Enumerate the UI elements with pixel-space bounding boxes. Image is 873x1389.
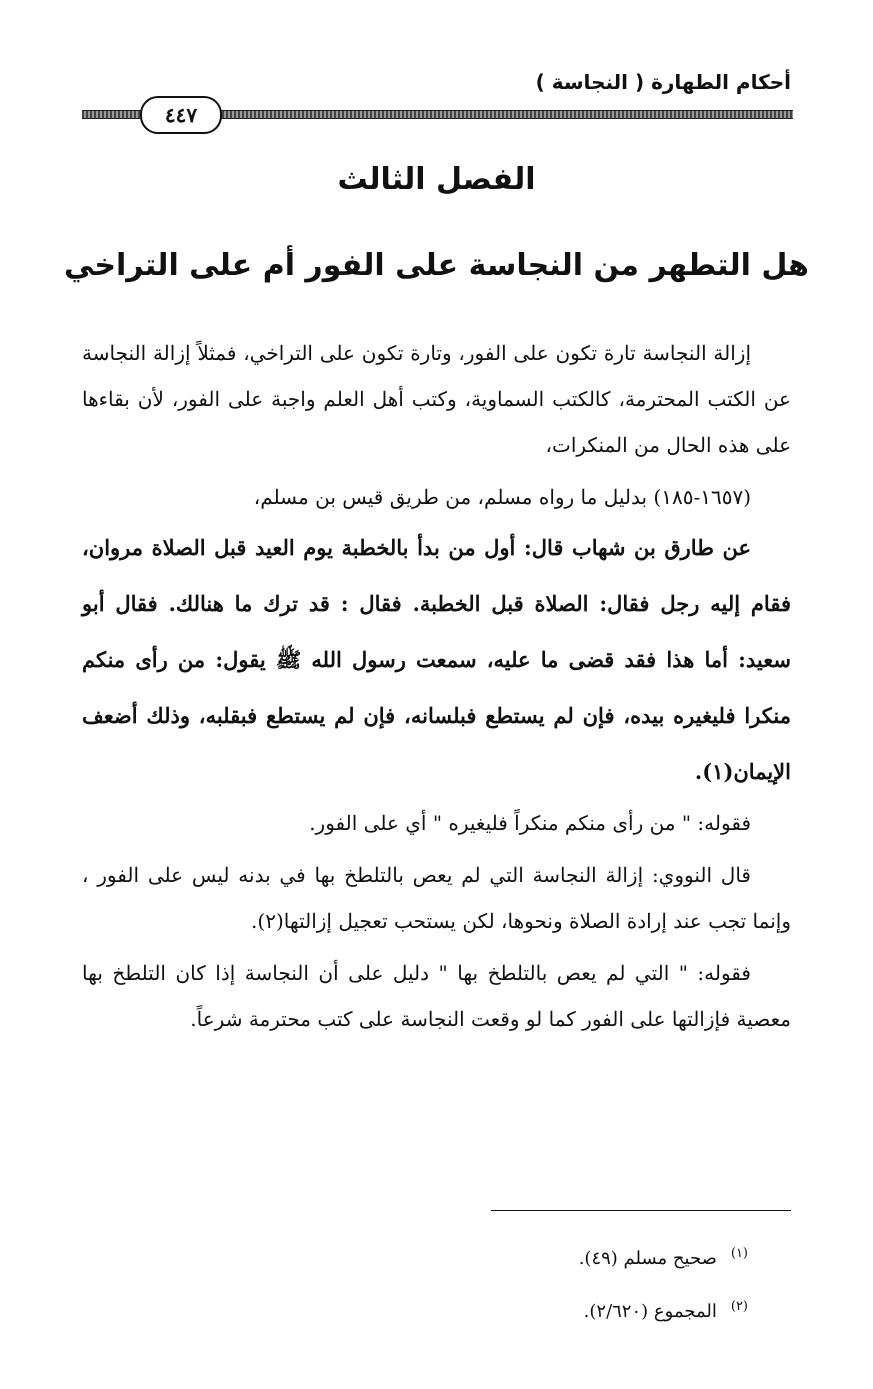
footnote-rule — [491, 1210, 791, 1211]
section-title: هل التطهر من النجاسة على الفور أم على التراخي — [64, 248, 809, 283]
running-title: أحكام الطهارة ( النجاسة ) — [535, 70, 791, 94]
footnote-text: صحيح مسلم (٤٩). — [578, 1248, 717, 1269]
footnote — [82, 1283, 748, 1336]
paragraph: (١٦٥٧-١٨٥) بدليل ما رواه مسلم، من طريق قيس بن مسلم، — [253, 485, 751, 509]
footnote — [82, 1230, 748, 1283]
page-number: ٤٤٧ — [140, 96, 222, 134]
footnotes — [82, 1230, 748, 1336]
footnote-number: (٢) — [730, 1299, 748, 1314]
paragraph: إزالة النجاسة تارة تكون على الفور، وتارة تكون على التراخي، فمثلاً إزالة النجاسة عن الكتب المحترمة، كالكتب السماوية، وكتب أهل العلم واجبة على الفور، لأن بقاءها على هذه الحال من المنكرات، — [82, 341, 791, 457]
body-text — [82, 330, 791, 1042]
hadith-paragraph: عن طارق بن شهاب قال: أول من بدأ بالخطبة يوم العيد قبل الصلاة مروان، فقام إليه رجل فقال: الصلاة قبل الخطبة. فقال : قد ترك ما هنالك. فقال أبو سعيد: أما هذا فقد قضى ما عليه، سمعت رسول الله ﷺ يقول: من رأى منكم منكرا فليغيره بيده، فإن لم يستطع فبلسانه، فإن لم يستطع فبقلبه، وذلك أضعف الإيمان(١). — [82, 535, 791, 784]
paragraph: فقوله: " من رأى منكم منكراً فليغيره " أي على الفور. — [309, 811, 751, 835]
paragraph: فقوله: " التي لم يعص بالتلطخ بها " دليل على أن النجاسة إذا كان التلطخ بها معصية فإزالتها على الفور كما لو وقعت النجاسة على كتب محترمة شرعاً. — [82, 961, 791, 1031]
chapter-title: الفصل الثالث — [337, 162, 536, 197]
footnote-number: (١) — [730, 1246, 748, 1261]
paragraph: قال النووي: إزالة النجاسة التي لم يعص بالتلطخ بها في بدنه ليس على الفور ، وإنما تجب عند إرادة الصلاة ونحوها، لكن يستحب تعجيل إزالتها(٢). — [82, 863, 791, 933]
footnote-text: المجموع (٢/٦٢٠). — [583, 1301, 717, 1322]
